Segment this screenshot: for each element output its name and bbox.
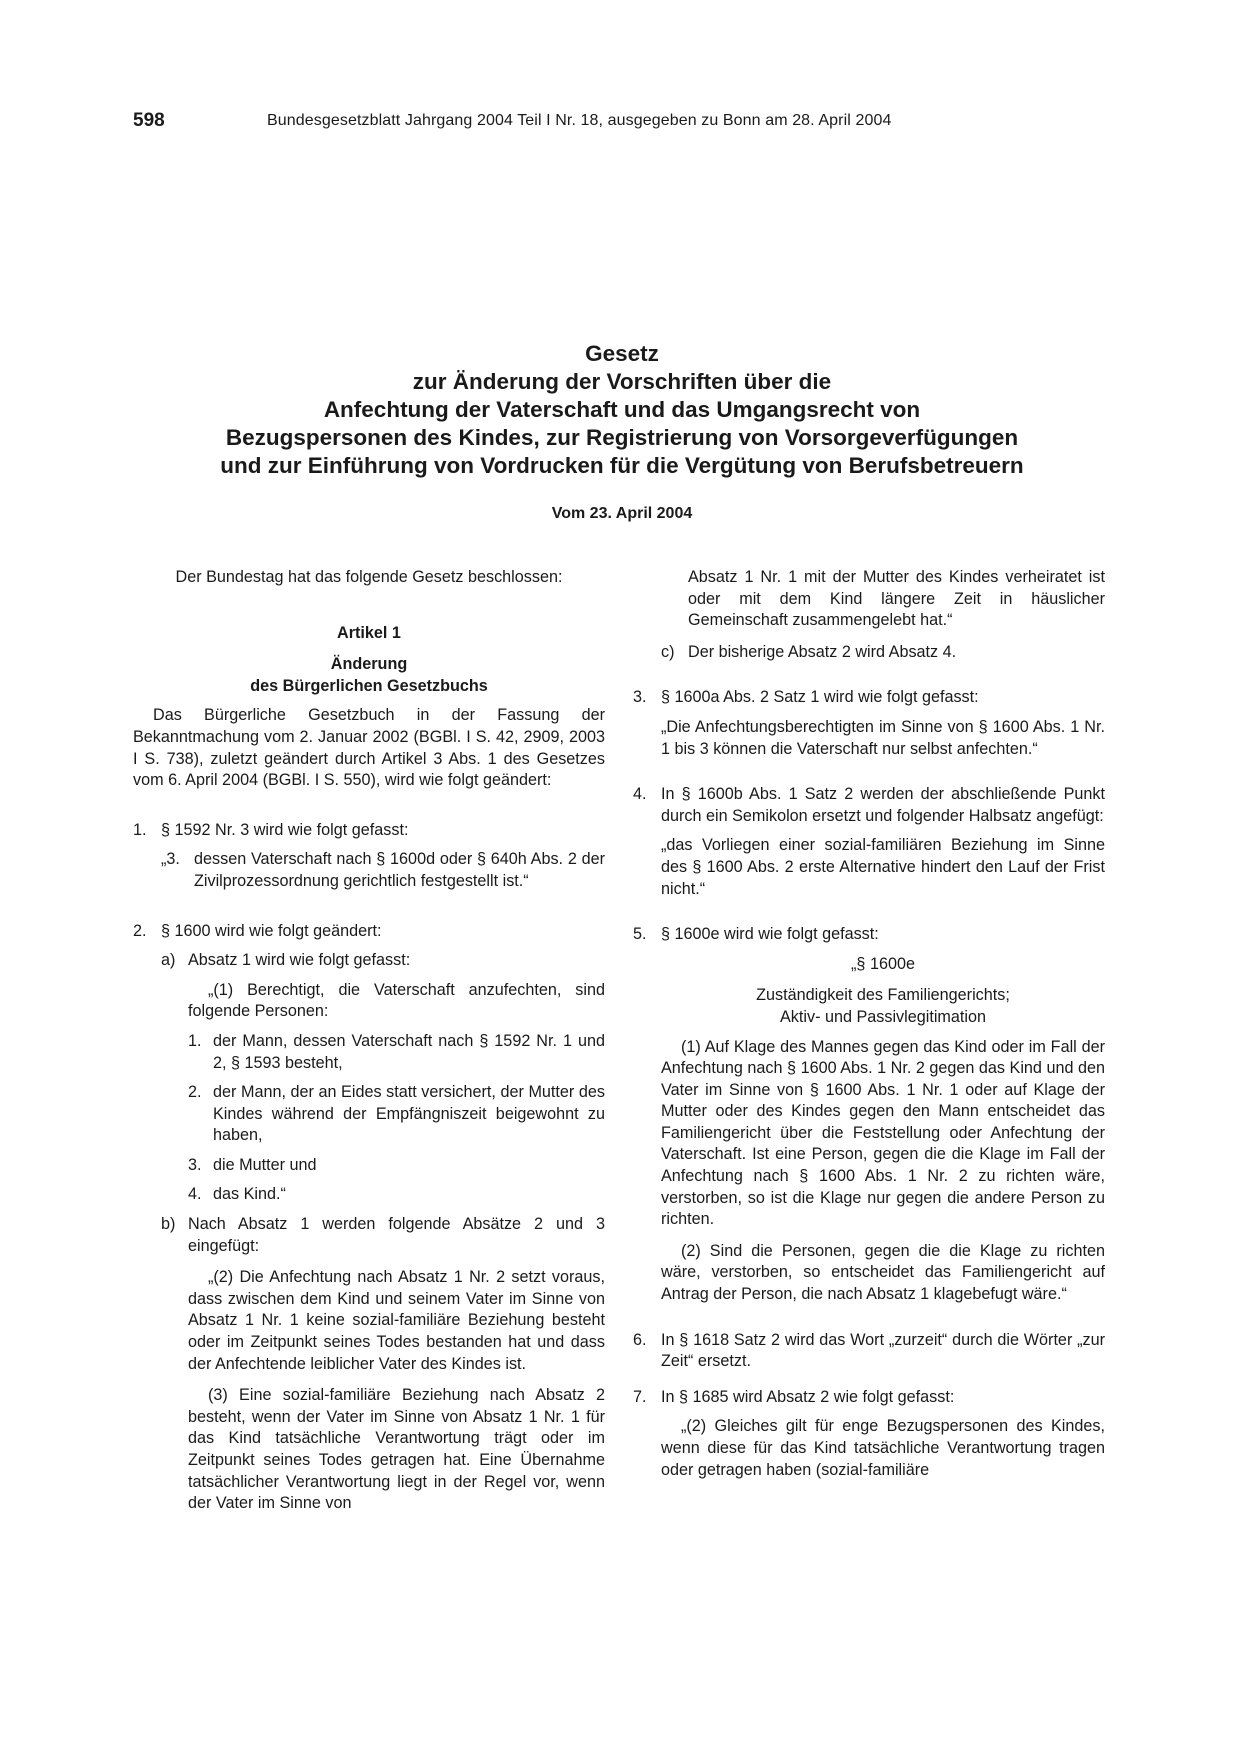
item-text: § 1600a Abs. 2 Satz 1 wird wie folgt gefasst: bbox=[661, 688, 979, 707]
quote: (1) Auf Klage des Mannes gegen das Kind oder im Fall der Anfechtung nach § 1600 Abs. 1 Nr. 2 gegen das Kind und den Vater im Sinne von § 1600 Abs. 1 Nr. 1 oder auf Klage der Mutter oder des Kindes gegen den Mann entscheidet das Familiengericht über die Feststellung oder Anfechtung der Vaterschaft. Ist eine Person, gegen die die Klage im Fall der Anfechtung nach § 1600 Abs. 1 Nr. 2 zu richten wäre, verstorben, so ist die Klage nur gegen die andere Person zu richten. bbox=[661, 1037, 1105, 1229]
list-item bbox=[633, 687, 1105, 709]
item-number: 6. bbox=[633, 1330, 647, 1349]
item-number: 4. bbox=[633, 785, 647, 804]
list-item bbox=[633, 1330, 1105, 1373]
right-column bbox=[633, 567, 1105, 1481]
artikel-title: des Bürgerlichen Gesetzbuchs bbox=[250, 676, 488, 695]
paragraph-heading: Zuständigkeit des Familiengerichts; bbox=[756, 986, 1010, 1005]
item-text: In § 1685 wird Absatz 2 wie folgt gefasst: bbox=[661, 1387, 955, 1406]
item-number: c) bbox=[661, 642, 675, 661]
item-text: Nach Absatz 1 werden folgende Absätze 2 und 3 eingefügt: bbox=[188, 1215, 605, 1255]
enum-item bbox=[133, 1155, 605, 1177]
intro: Der Bundestag hat das folgende Gesetz beschlossen: bbox=[175, 568, 563, 586]
continuation: Absatz 1 Nr. 1 mit der Mutter des Kindes verheiratet ist oder mit dem Kind längere Zeit in häuslicher Gemeinschaft zusammengelebt hat.“ bbox=[688, 568, 1105, 630]
quote: „(1) Berechtigt, die Vaterschaft anzufechten, sind folgende Personen: bbox=[188, 980, 605, 1021]
artikel-heading: Artikel 1 bbox=[337, 623, 401, 642]
item-text: In § 1618 Satz 2 wird das Wort „zurzeit“ durch die Wörter „zur Zeit“ ersetzt. bbox=[661, 1330, 1105, 1371]
item-number: a) bbox=[161, 951, 176, 970]
artikel-title: Änderung bbox=[330, 655, 408, 674]
sub-item bbox=[133, 950, 605, 972]
quote: „das Vorliegen einer sozial-familiären Beziehung im Sinne des § 1600 Abs. 2 erste Alternative hindert den Lauf der Frist nicht.“ bbox=[661, 836, 1105, 898]
item-text: Absatz 1 wird wie folgt gefasst: bbox=[188, 951, 411, 970]
quote: „(2) Die Anfechtung nach Absatz 1 Nr. 2 setzt voraus, dass zwischen dem Kind und seinem Vater im Sinne von Absatz 1 Nr. 1 keine sozial-familiäre Beziehung besteht oder im Zeitpunkt seines Todes bestanden hat und dass der Anfechtende leiblicher Vater des Kindes ist. bbox=[188, 1268, 605, 1373]
item-text: § 1600 wird wie folgt geändert: bbox=[161, 921, 382, 940]
list-item bbox=[633, 1387, 1105, 1409]
paragraph-heading: Aktiv- und Passivlegitimation bbox=[779, 1007, 987, 1026]
law-title bbox=[0, 340, 1244, 480]
item-text: das Kind.“ bbox=[213, 1185, 286, 1204]
left-column bbox=[133, 567, 605, 1515]
item-number: 2. bbox=[188, 1083, 202, 1102]
enum-item bbox=[133, 1031, 605, 1074]
item-number: b) bbox=[161, 1215, 176, 1234]
item-number: 3. bbox=[188, 1155, 202, 1174]
item-number: „3. bbox=[161, 850, 180, 869]
page-number: 598 bbox=[133, 110, 165, 131]
title-line: Bezugspersonen des Kindes, zur Registrierung von Vorsorgeverfügungen bbox=[225, 425, 1019, 450]
title-line: zur Änderung der Vorschriften über die bbox=[412, 369, 832, 394]
item-number: 1. bbox=[188, 1031, 202, 1050]
item-text: Der bisherige Absatz 2 wird Absatz 4. bbox=[688, 642, 957, 661]
quote: „Die Anfechtungsberechtigten im Sinne von § 1600 Abs. 1 Nr. 1 bis 3 können die Vaterschaft nur selbst anfechten.“ bbox=[661, 717, 1105, 758]
title-line: Anfechtung der Vaterschaft und das Umgangsrecht von bbox=[323, 397, 921, 422]
quote-item bbox=[133, 849, 605, 892]
preamble: Das Bürgerliche Gesetzbuch in der Fassung der Bekanntmachung vom 2. Januar 2002 (BGBl. I S. 42, 2909, 2003 I S. 738), zuletzt geändert durch Artikel 3 Abs. 1 des Gesetzes vom 6. April 2004 (BGBl. I S. 550), wird wie folgt geändert: bbox=[133, 706, 605, 790]
title-line: und zur Einführung von Vordrucken für die Vergütung von Berufsbetreuern bbox=[220, 453, 1024, 478]
item-number: 5. bbox=[633, 925, 647, 944]
sub-item bbox=[633, 642, 1105, 664]
date-line: Vom 23. April 2004 bbox=[551, 505, 693, 522]
enum-item bbox=[133, 1184, 605, 1206]
list-item bbox=[633, 924, 1105, 946]
title-line: Gesetz bbox=[585, 341, 659, 366]
item-text: § 1592 Nr. 3 wird wie folgt gefasst: bbox=[161, 820, 409, 839]
quote: (2) Sind die Personen, gegen die die Klage zu richten wäre, verstorben, so entscheidet das Familiengericht auf Antrag der Person, die nach Absatz 1 klagebefugt wäre.“ bbox=[661, 1241, 1105, 1304]
item-text: dessen Vaterschaft nach § 1600d oder § 640h Abs. 2 der Zivilprozessordnung gerichtlich festgestellt ist.“ bbox=[194, 850, 605, 890]
item-number: 7. bbox=[633, 1387, 647, 1406]
enum-item bbox=[133, 1082, 605, 1147]
quote: „(2) Gleiches gilt für enge Bezugspersonen des Kindes, wenn diese für das Kind tatsächliche Verantwortung tragen oder getragen haben (sozial-familiäre bbox=[661, 1417, 1105, 1479]
item-number: 4. bbox=[188, 1185, 202, 1204]
list-item bbox=[633, 784, 1105, 827]
item-text: In § 1600b Abs. 1 Satz 2 werden der abschließende Punkt durch ein Semikolon ersetzt und folgender Halbsatz angefügt: bbox=[661, 785, 1105, 825]
list-item bbox=[133, 921, 605, 943]
quote: (3) Eine sozial-familiäre Beziehung nach Absatz 2 besteht, wenn der Vater im Sinne von Absatz 1 Nr. 1 für das Kind tatsächliche Verantwortung trägt oder im Zeitpunkt seines Todes getragen hat. Eine Übernahme tatsächlicher Verantwortung liegt in der Regel vor, wenn der Vater im Sinne von bbox=[188, 1386, 605, 1513]
item-text: die Mutter und bbox=[213, 1155, 317, 1174]
sub-item bbox=[133, 1214, 605, 1257]
item-number: 1. bbox=[133, 820, 147, 839]
list-item bbox=[133, 820, 605, 842]
item-text: der Mann, der an Eides statt versichert, der Mutter des Kindes während der Empfängniszeit beigewohnt zu haben, bbox=[213, 1083, 605, 1145]
item-number: 2. bbox=[133, 921, 147, 940]
item-text: § 1600e wird wie folgt gefasst: bbox=[661, 925, 879, 944]
paragraph-label: „§ 1600e bbox=[851, 954, 915, 973]
item-text: der Mann, dessen Vaterschaft nach § 1592 Nr. 1 und 2, § 1593 besteht, bbox=[213, 1031, 605, 1072]
running-head: Bundesgesetzblatt Jahrgang 2004 Teil I Nr. 18, ausgegeben zu Bonn am 28. April 2004 bbox=[267, 112, 892, 129]
item-number: 3. bbox=[633, 688, 647, 707]
